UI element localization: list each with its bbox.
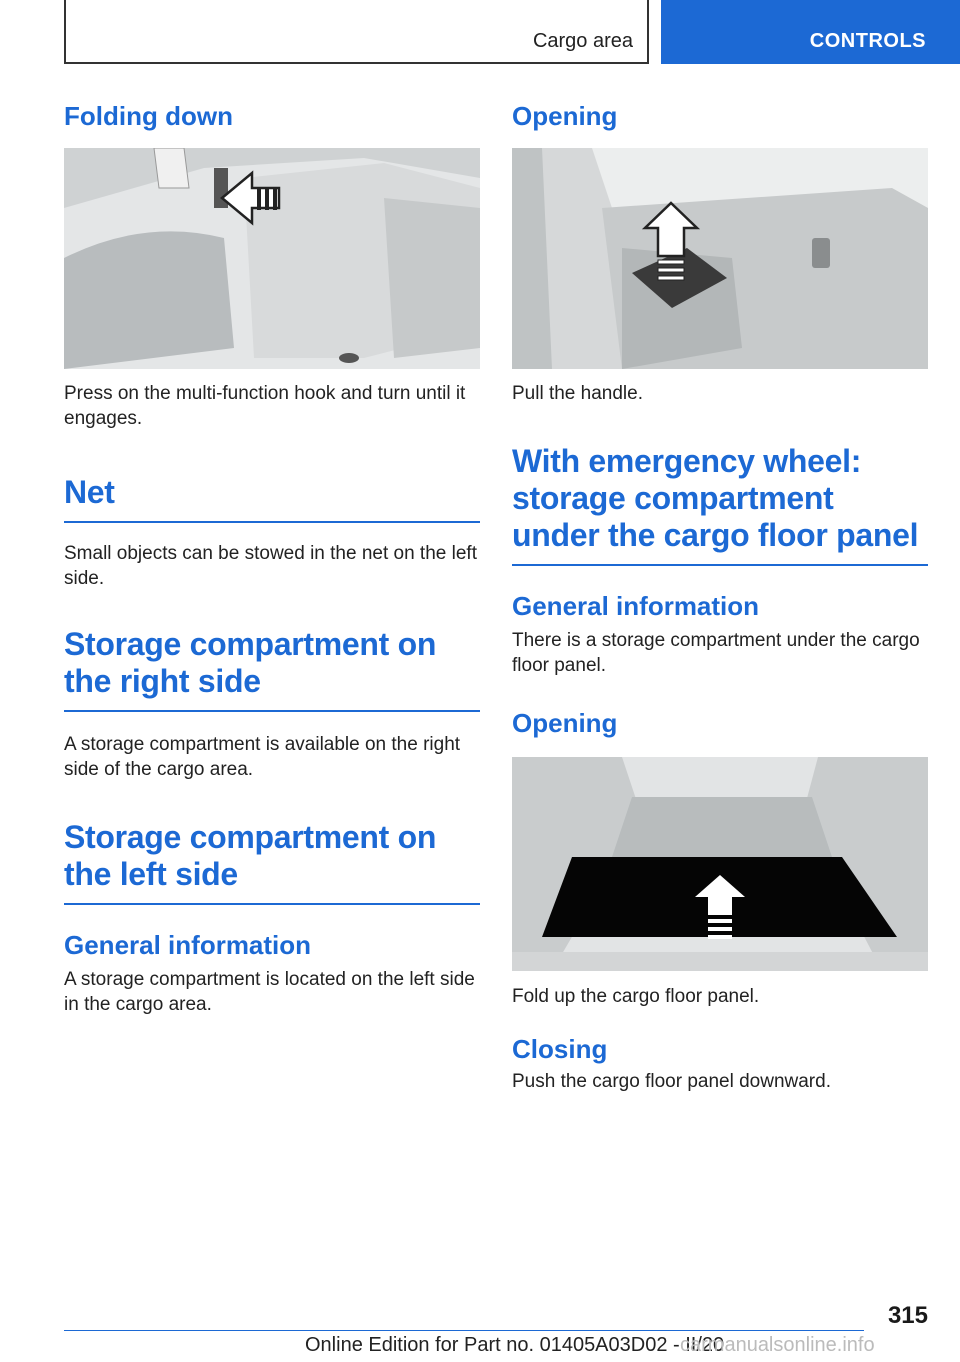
header-section-title: Cargo area (532, 30, 633, 52)
watermark-text: carmanualsonline.info (680, 1334, 875, 1356)
cargo-floor-figure (512, 757, 928, 971)
left-general-info-text: A storage compartment is located on the left side in the cargo area. (64, 969, 475, 1015)
opening-floor-heading: Opening (512, 708, 618, 738)
header-chapter-label: CONTROLS (809, 30, 926, 52)
right-column (512, 100, 928, 1094)
folding-down-caption: Press on the multi-function hook and turn until it engages. (64, 383, 466, 429)
emergency-wheel-heading: With emergency wheel: storage compartment under the cargo floor panel (512, 443, 928, 566)
folding-down-heading: Folding down (64, 101, 233, 131)
opening-caption: Pull the handle. (512, 383, 643, 404)
header-chapter-tab[interactable] (661, 0, 960, 64)
opening-handle-figure (512, 148, 928, 369)
opening-heading: Opening (512, 101, 618, 131)
closing-heading: Closing (512, 1034, 608, 1064)
fold-up-caption: Fold up the cargo floor panel. (512, 986, 760, 1007)
net-heading: Net (64, 474, 480, 523)
folding-down-figure (64, 148, 480, 369)
footer-edition: Online Edition for Part no. 01405A03D02 - II/20 (305, 1334, 725, 1356)
left-column (64, 100, 480, 1017)
header-box (64, 0, 649, 64)
storage-left-heading: Storage compartment on the left side (64, 819, 480, 905)
footer-divider (64, 1330, 864, 1331)
net-text: Small objects can be stowed in the net on the left side. (64, 543, 477, 589)
left-general-info-heading: General information (64, 930, 312, 960)
storage-right-heading: Storage compartment on the right side (64, 626, 480, 712)
page-number: 315 (887, 1302, 928, 1329)
storage-right-text: A storage compartment is available on the right side of the cargo area. (64, 734, 461, 780)
closing-text: Push the cargo floor panel downward. (512, 1071, 831, 1092)
right-general-info-text: There is a storage compartment under the cargo floor panel. (512, 630, 920, 676)
right-general-info-heading: General information (512, 591, 760, 621)
